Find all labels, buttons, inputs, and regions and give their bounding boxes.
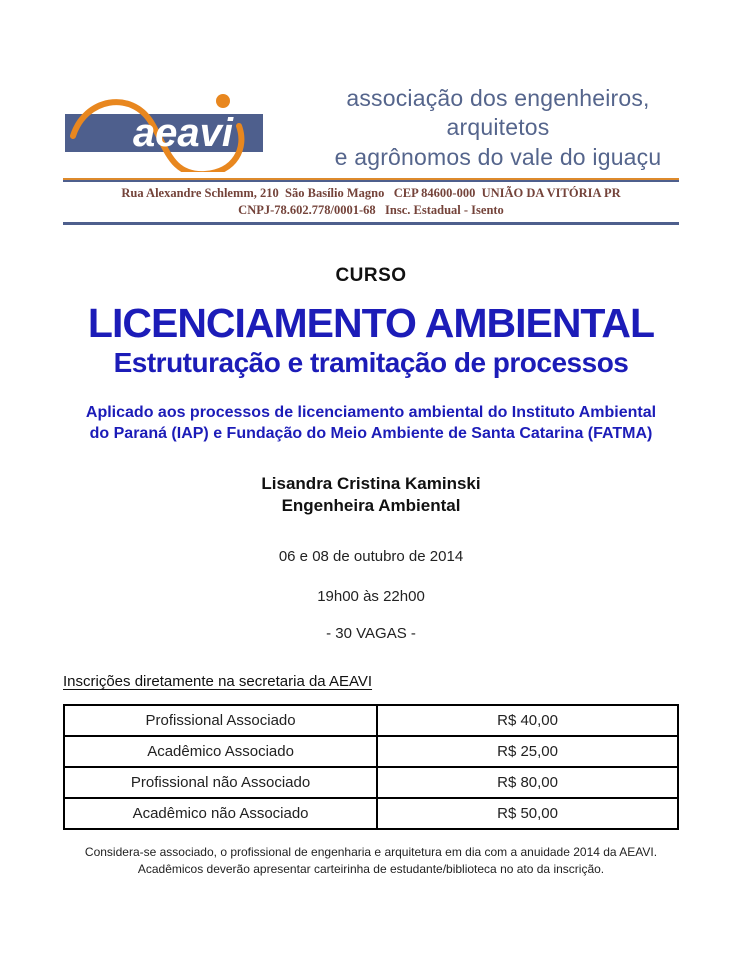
logo-dot-icon <box>216 94 230 108</box>
price-value: R$ 80,00 <box>377 767 678 798</box>
registration-heading: Inscrições diretamente na secretaria da AEAVI <box>63 673 373 691</box>
logo-wordmark: aeavi <box>132 111 234 156</box>
course-title: LICENCIAMENTO AMBIENTAL <box>87 299 655 346</box>
course-capacity: - 30 VAGAS - <box>326 625 416 643</box>
aeavi-logo-graphic <box>63 84 283 172</box>
table-row <box>64 705 678 736</box>
membership-note <box>63 844 679 876</box>
association-tagline <box>317 84 679 172</box>
price-category: Profissional Associado <box>64 705 377 736</box>
course-kicker: CURSO <box>335 264 407 286</box>
divider-navy-bottom <box>63 222 679 225</box>
address-line2: CNPJ-78.602.778/0001-68 Insc. Estadual - Isento <box>238 202 504 217</box>
price-category: Acadêmico Associado <box>64 736 377 767</box>
course-description <box>63 402 679 444</box>
price-category: Acadêmico não Associado <box>64 798 377 829</box>
header <box>63 0 679 172</box>
tagline-line1: associação dos engenheiros, arquitetos <box>346 85 650 141</box>
address-line1: Rua Alexandre Schlemm, 210 São Basílio Magno CEP 84600-000 UNIÃO DA VITÓRIA PR <box>121 186 621 201</box>
instructor-block <box>63 473 679 517</box>
tagline-line2: e agrônomos do vale do iguaçu <box>334 143 662 170</box>
association-address <box>63 185 679 218</box>
note-line2: Acadêmicos deverão apresentar carteirinha de estudante/biblioteca no ato da inscrição. <box>137 861 605 876</box>
table-row <box>64 798 678 829</box>
table-row <box>64 736 678 767</box>
price-category: Profissional não Associado <box>64 767 377 798</box>
description-line2: do Paraná (IAP) e Fundação do Meio Ambiente de Santa Catarina (FATMA) <box>89 425 653 443</box>
divider-navy-top <box>63 180 679 182</box>
course-dates: 06 e 08 de outubro de 2014 <box>278 548 464 566</box>
price-table <box>63 704 679 830</box>
note-line1: Considera-se associado, o profissional de engenharia e arquitetura em dia com a anuidade 2014 da AEAVI. <box>84 845 658 860</box>
instructor-title: Engenheira Ambiental <box>281 496 461 516</box>
course-time: 19h00 às 22h00 <box>317 588 425 606</box>
aeavi-logo <box>63 84 283 172</box>
price-value: R$ 40,00 <box>377 705 678 736</box>
price-value: R$ 25,00 <box>377 736 678 767</box>
description-line1: Aplicado aos processos de licenciamento ambiental do Instituto Ambiental <box>85 403 657 421</box>
price-value: R$ 50,00 <box>377 798 678 829</box>
course-subtitle: Estruturação e tramitação de processos <box>113 346 629 378</box>
table-row <box>64 767 678 798</box>
instructor-name: Lisandra Cristina Kaminski <box>261 474 481 494</box>
